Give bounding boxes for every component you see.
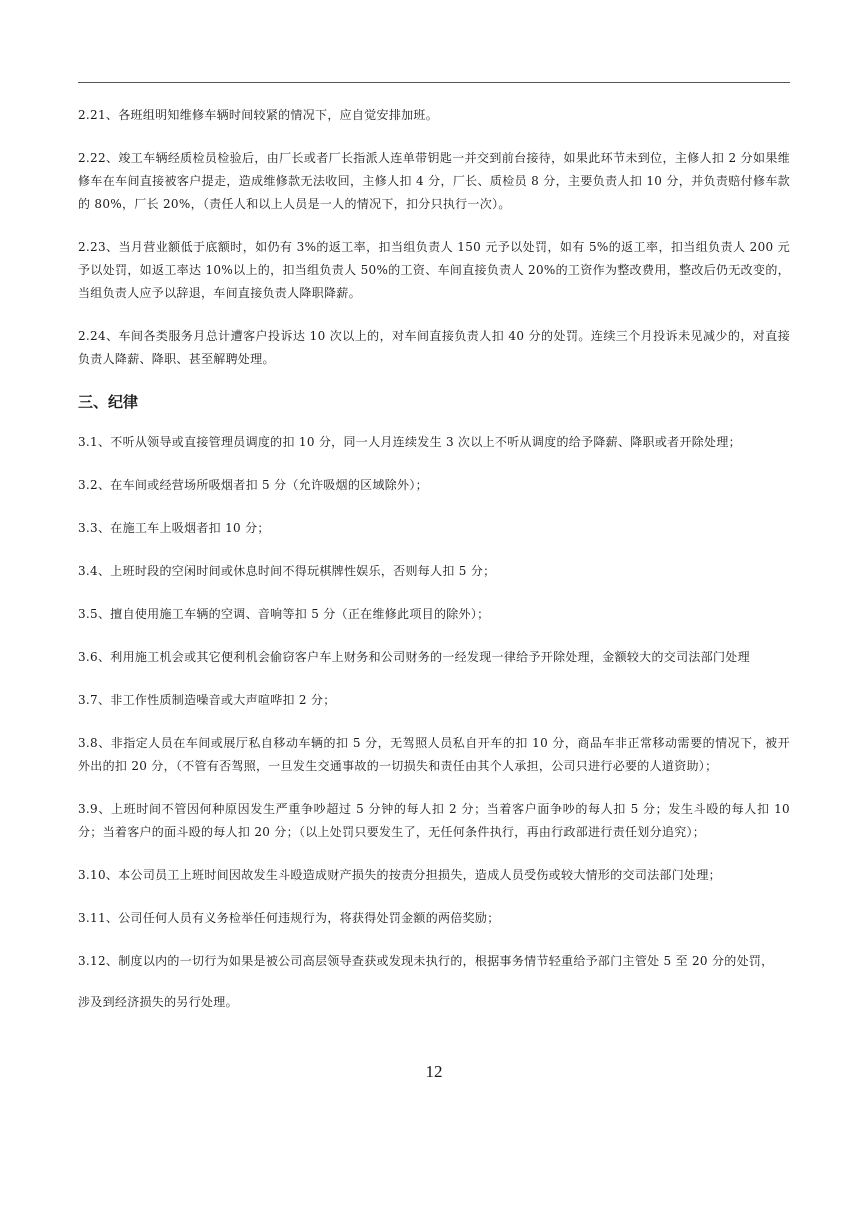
paragraph-3-6: 3.6、利用施工机会或其它便利机会偷窃客户车上财务和公司财务的一经发现一律给予开除处理，金额较大的交司法部门处理 [78, 650, 750, 664]
paragraph-3-4: 3.4、上班时段的空闲时间或休息时间不得玩棋牌性娱乐，否则每人扣 5 分； [78, 564, 496, 578]
paragraph-3-12: 3.12、制度以内的一切行为如果是被公司高层领导查获或发现未执行的，根据事务情节轻重给予部门主管处 5 至 20 分的处罚， [78, 954, 774, 968]
paragraph-3-7: 3.7、非工作性质制造噪音或大声喧哗扣 2 分； [78, 693, 336, 707]
paragraph-3-5: 3.5、擅自使用施工车辆的空调、音响等扣 5 分（正在维修此项目的除外）； [78, 607, 490, 621]
paragraph-2-24: 2.24、车间各类服务月总计遭客户投诉达 10 次以上的，对车间直接负责人扣 40 分的处罚。连续三个月投诉未见减少的，对直接负责人降薪、降职、甚至解聘处理。 [78, 329, 790, 366]
document-body [78, 104, 790, 1034]
section-heading-discipline: 三、纪律 [78, 393, 139, 411]
paragraph-3-12-continued: 涉及到经济损失的另行处理。 [78, 995, 238, 1009]
paragraph-3-3: 3.3、在施工车上吸烟者扣 10 分； [78, 521, 270, 535]
paragraph-2-23: 2.23、当月营业额低于底额时，如仍有 3%的返工率，扣当组负责人 150 元予以处罚，如有 5%的返工率，扣当组负责人 200 元予以处罚，如返工率达 10%以上的，扣当组负责人 50%的工资、车间直接负责人 20%的工资作为整改费用，整改后仍无改变的，当组负责人应予以辞退，车间直接负责人降职降薪。 [78, 240, 790, 300]
header-rule [78, 82, 790, 83]
paragraph-3-10: 3.10、本公司员工上班时间因故发生斗殴造成财产损失的按责分担损失，造成人员受伤或较大情形的交司法部门处理； [78, 868, 721, 882]
paragraph-2-22: 2.22、竣工车辆经质检员检验后，由厂长或者厂长指派人连单带钥匙一并交到前台接待，如果此环节未到位，主修人扣 2 分如果维修车在车间直接被客户提走，造成维修款无法收回，主修人扣 4 分，厂长、质检员 8 分，主要负责人扣 10 分，并负责赔付修车款的 80%，厂长 20%，（责任人和以上人员是一人的情况下，扣分只执行一次）。 [78, 151, 790, 211]
paragraph-3-9: 3.9、上班时间不管因何种原因发生严重争吵超过 5 分钟的每人扣 2 分；当着客户面争吵的每人扣 5 分；发生斗殴的每人扣 10 分；当着客户的面斗殴的每人扣 20 分；（以上处罚只要发生了，无任何条件执行，再由行政部进行责任划分追究）； [78, 802, 790, 839]
paragraph-3-1: 3.1、不听从领导或直接管理员调度的扣 10 分，同一人月连续发生 3 次以上不听从调度的给予降薪、降职或者开除处理； [78, 435, 741, 449]
paragraph-2-21: 2.21、各班组明知维修车辆时间较紧的情况下，应自觉安排加班。 [78, 108, 439, 122]
paragraph-3-2: 3.2、在车间或经营场所吸烟者扣 5 分（允许吸烟的区域除外）； [78, 478, 428, 492]
page-number: 12 [425, 1062, 443, 1081]
paragraph-3-11: 3.11、公司任何人员有义务检举任何违规行为，将获得处罚金额的两倍奖励； [78, 911, 500, 925]
paragraph-3-8: 3.8、非指定人员在车间或展厅私自移动车辆的扣 5 分，无驾照人员私自开车的扣 10 分，商品车非正常移动需要的情况下，被开外出的扣 20 分，（不管有否驾照，一旦发生交通事故的一切损失和责任由其个人承担，公司只进行必要的人道资助）； [78, 736, 790, 773]
